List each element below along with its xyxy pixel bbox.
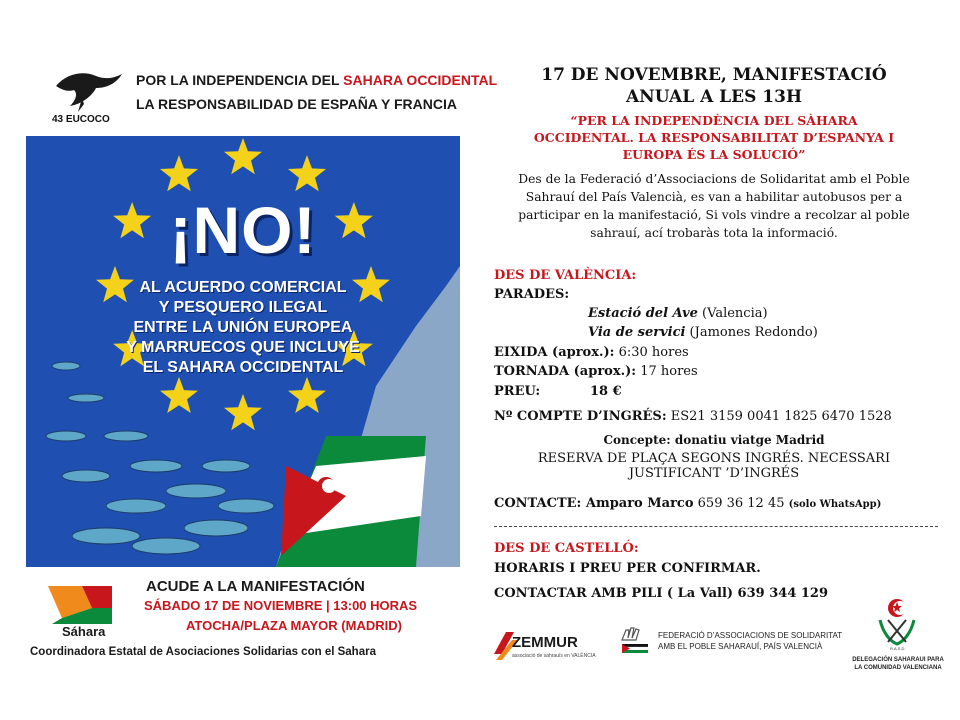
federation-hands-icon — [618, 626, 652, 656]
stops-label: PARADES: — [494, 287, 570, 302]
return-time: TORNADA (aprox.): 17 hores — [494, 364, 698, 379]
dove-icon — [52, 68, 124, 114]
page-title: 17 DE NOVEMBRE, MANIFESTACIÓ ANUAL A LES 13H — [541, 65, 887, 107]
poster-slogan: AL ACUERDO COMERCIAL Y PESQUERO ILEGAL ENTRE LA UNIÓN EUROPEA Y MARRUECOS QUE INCLUYE EL SAHARA OCCIDENTAL — [126, 279, 360, 376]
footer-org: Coordinadora Estatal de Asociaciones Solidarias con el Sahara — [30, 646, 376, 658]
eu-star-icon — [160, 155, 198, 191]
price-label: PREU: — [494, 384, 541, 399]
poster-artwork — [26, 136, 460, 567]
eu-star-icon — [224, 138, 262, 174]
eu-star-icon — [288, 155, 326, 191]
poster-footer — [26, 574, 460, 670]
stop-1: Estació del Ave (Valencia) — [588, 306, 768, 321]
departure-time: EIXIDA (aprox.): 6:30 hores — [494, 345, 689, 360]
stop-2: Via de servici (Jamones Redondo) — [588, 325, 818, 340]
rasd-label: R.A.S.D. — [890, 646, 906, 651]
eu-star-icon — [224, 394, 262, 430]
header-highlight: SAHARA OCCIDENTAL — [343, 72, 498, 88]
reservation-note: RESERVA DE PLAÇA SEGONS INGRÉS. NECESSARI JUSTIFICANT ’D’INGRÉS — [537, 451, 891, 481]
page-subtitle: “PER LA INDEPENDÈNCIA DEL SÀHARA OCCIDENTAL. LA RESPONSABILITAT D’ESPANYA I EUROPA ÉS LA SOLUCIÓ” — [533, 113, 895, 162]
no-headline: ¡NO! — [169, 193, 317, 267]
zemmur-name: ZEMMUR — [512, 634, 578, 651]
federation-line1: FEDERACIÓ D’ASSOCIACIONS DE SOLIDARITAT — [658, 631, 843, 640]
eucoco-label: 43 EUCOCO — [52, 114, 110, 125]
footer-date: SÁBADO 17 DE NOVIEMBRE | 13:00 HORAS — [144, 598, 418, 613]
contact-valencia: CONTACTE: Amparo Marco 659 36 12 45 (solo WhatsApp) — [494, 496, 882, 511]
castello-heading: DES DE CASTELLÓ: — [494, 541, 639, 556]
federation-line2: AMB EL POBLE SAHARAUÍ, PAÍS VALENCIÀ — [658, 642, 823, 651]
ceas-sahara-logo — [42, 578, 120, 640]
zemmur-subtitle: associació de sahrauís en VALÈNCIA — [512, 653, 596, 659]
delegation-line1: DELEGACIÓN SAHARAUI PARA — [852, 657, 944, 663]
rasd-emblem-icon — [870, 596, 924, 650]
castello-contact: CONTACTAR AMB PILI ( La Vall) 639 344 129 — [494, 586, 829, 601]
footer-call: ACUDE A LA MANIFESTACIÓN — [146, 578, 365, 595]
fish-shoal — [46, 362, 274, 554]
castello-schedule: HORARIS I PREU PER CONFIRMAR. — [494, 561, 761, 576]
section-divider — [494, 526, 938, 527]
sahrawi-flag-icon — [276, 436, 426, 567]
poster-header-line1: POR LA INDEPENDENCIA DEL SAHARA OCCIDENTAL — [136, 72, 498, 88]
footer-place: ATOCHA/PLAZA MAYOR (MADRID) — [186, 618, 402, 633]
eu-star-icon — [288, 377, 326, 413]
delegation-line2: LA COMUNIDAD VALENCIANA — [854, 665, 942, 671]
valencia-heading: DES DE VALÈNCIA: — [494, 268, 637, 283]
svg-text:Sáhara: Sáhara — [62, 624, 106, 639]
price-value: 18 € — [590, 384, 622, 399]
intro-paragraph: Des de la Federació d’Associacions de Solidaritat amb el Poble Sahrauí del País Valencià, es van a habilitar autobusos per a participar en la manifestació, Si vols vindre a recolzar al poble sahrauí, ací trobaràs tota la informació. — [518, 172, 910, 240]
eu-star-icon — [160, 377, 198, 413]
payment-concept: Concepte: donatiu viatge Madrid — [603, 433, 825, 447]
poster-header — [44, 66, 498, 128]
account-number: Nº COMPTE D’INGRÉS: ES21 3159 0041 1825 6470 1528 — [494, 409, 892, 424]
poster-header-line2: LA RESPONSABILIDAD DE ESPAÑA Y FRANCIA — [136, 96, 457, 112]
